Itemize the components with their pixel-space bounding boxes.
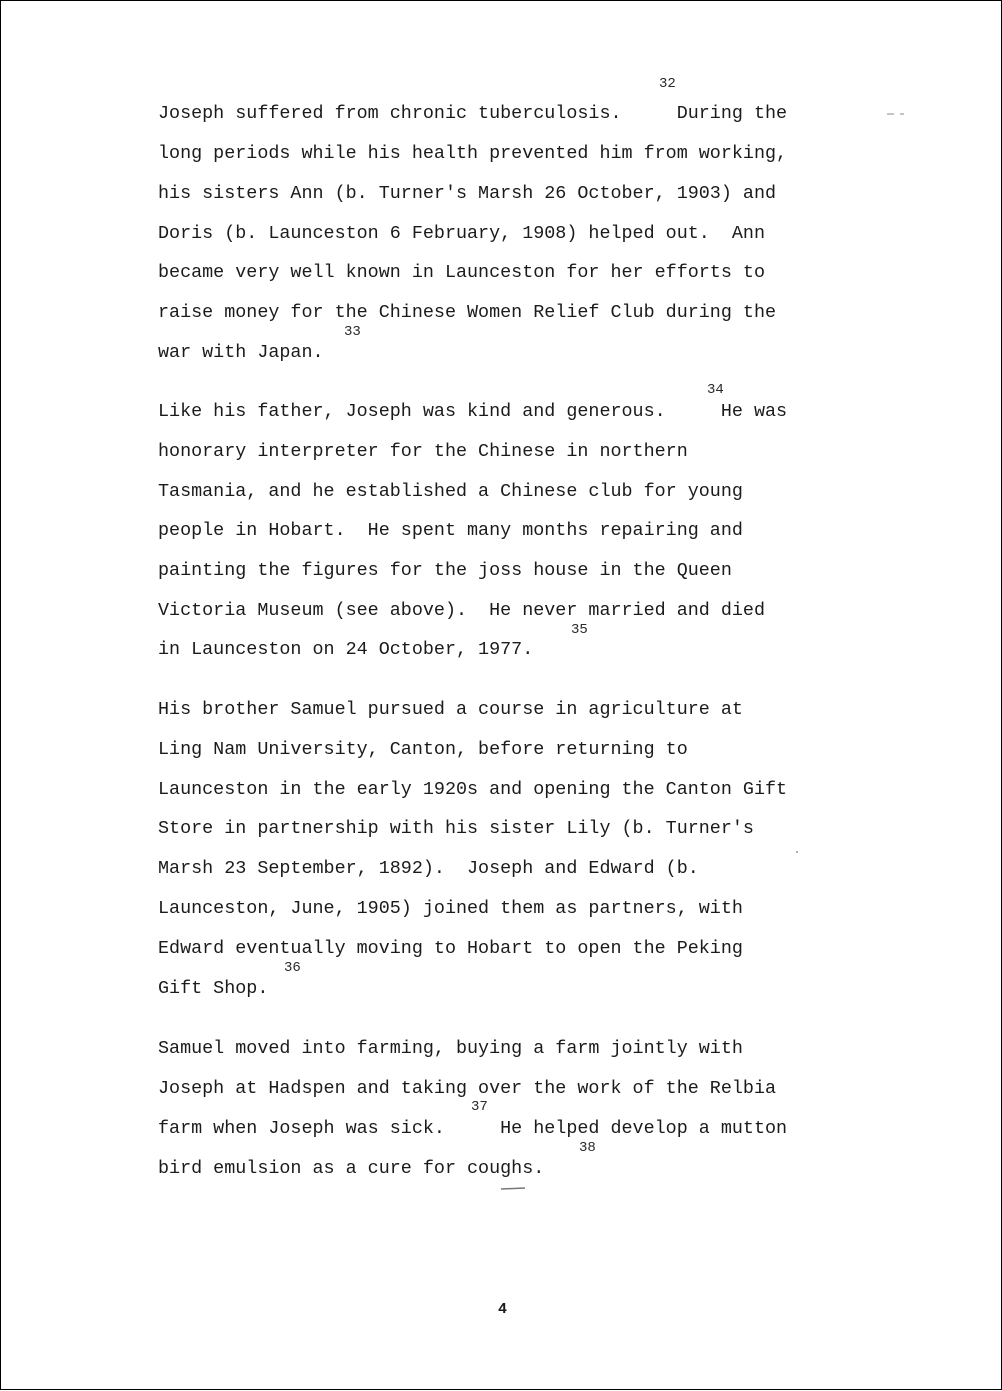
footnote-ref-33: 33 [344, 324, 361, 340]
paragraph-2-line-1: Like his father, Joseph was kind and generous. He was [158, 401, 788, 422]
paragraph-3-line-2: Ling Nam University, Canton, before returning to [158, 739, 688, 760]
paragraph-1-line-6: raise money for the Chinese Women Relief Club during the [158, 302, 777, 323]
footnote-ref-34: 34 [707, 382, 724, 398]
paragraph-4-line-3: farm when Joseph was sick. He helped develop a mutton [158, 1118, 788, 1139]
paragraph-1-line-2: long periods while his health prevented him from working, [158, 143, 788, 164]
paragraph-3-line-3: Launceston in the early 1920s and opening the Canton Gift [158, 779, 788, 800]
paragraph-3-line-6: Launceston, June, 1905) joined them as partners, with [158, 898, 743, 919]
paragraph-4-line-4: bird emulsion as a cure for coughs. [158, 1158, 545, 1179]
paragraph-2-line-3: Tasmania, and he established a Chinese club for young [158, 481, 743, 502]
paragraph-3-line-7: Edward eventually moving to Hobart to open the Peking [158, 938, 743, 959]
paragraph-2-line-4: people in Hobart. He spent many months repairing and [158, 520, 743, 541]
footnote-ref-36: 36 [284, 960, 301, 976]
paragraph-2-line-5: painting the figures for the joss house in the Queen [158, 560, 732, 581]
paragraph-3-line-8: Gift Shop. [158, 978, 269, 999]
paragraph-3-line-5: Marsh 23 September, 1892). Joseph and Edward (b. [158, 858, 699, 879]
paragraph-1-line-4: Doris (b. Launceston 6 February, 1908) helped out. Ann [158, 223, 765, 244]
footnote-ref-37: 37 [471, 1099, 488, 1115]
paragraph-2-line-2: honorary interpreter for the Chinese in northern [158, 441, 688, 462]
footnote-ref-35: 35 [571, 622, 588, 638]
paragraph-2-line-6: Victoria Museum (see above). He never married and died [158, 600, 765, 621]
footnote-ref-32: 32 [659, 76, 676, 92]
paragraph-1-line-3: his sisters Ann (b. Turner's Marsh 26 October, 1903) and [158, 183, 777, 204]
paragraph-2-line-7: in Launceston on 24 October, 1977. [158, 639, 534, 660]
paragraph-1-line-1: Joseph suffered from chronic tuberculosis. During the [158, 103, 788, 124]
paragraph-1-line-5: became very well known in Launceston for her efforts to [158, 262, 765, 283]
page-number: 4 [498, 1301, 508, 1318]
paragraph-3-line-4: Store in partnership with his sister Lily (b. Turner's [158, 818, 754, 839]
paragraph-4-line-2: Joseph at Hadspen and taking over the work of the Relbia [158, 1078, 777, 1099]
paragraph-3-line-1: His brother Samuel pursued a course in agriculture at [158, 699, 743, 720]
footnote-ref-38: 38 [579, 1140, 596, 1156]
scan-artifacts [1, 1, 1002, 1391]
paragraph-1-line-7: war with Japan. [158, 342, 324, 363]
paragraph-4-line-1: Samuel moved into farming, buying a farm jointly with [158, 1038, 743, 1059]
